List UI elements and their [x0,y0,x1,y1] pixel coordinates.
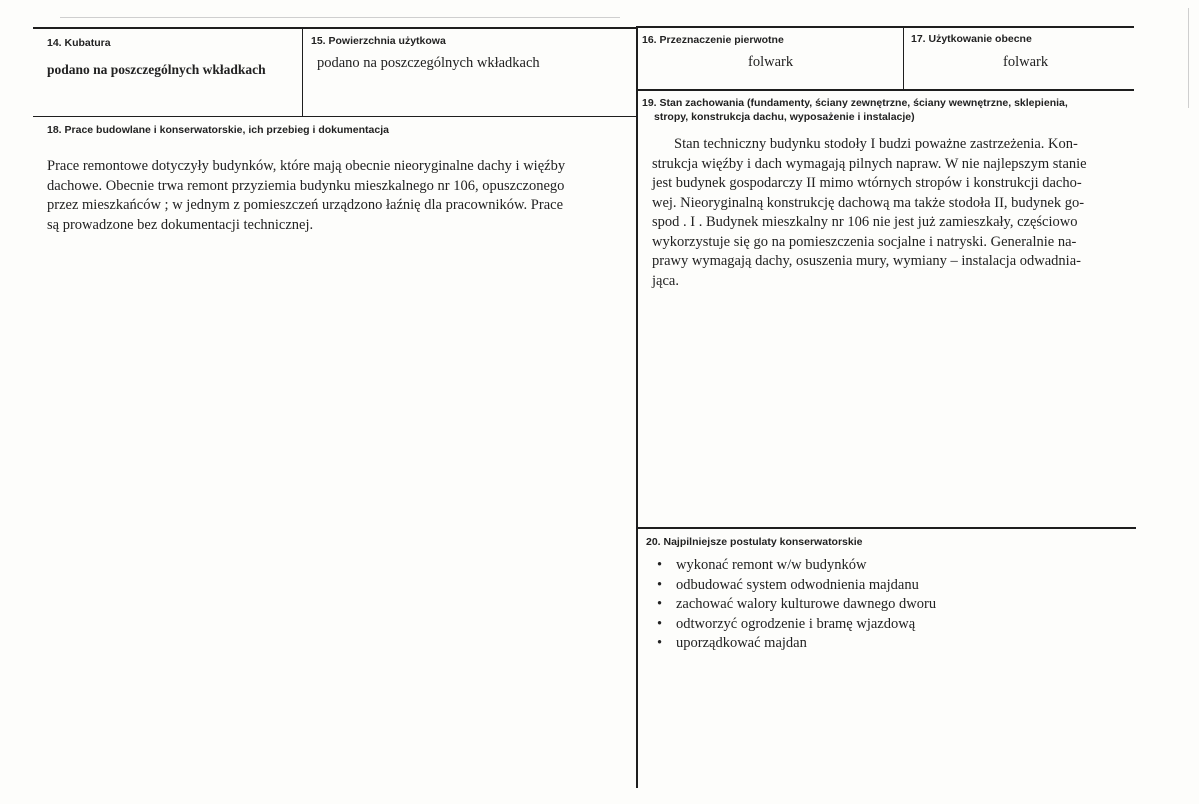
section-18-line: Prace remontowe dotyczyły budynków, które mają obecnie nieoryginalne dachy i więźby [47,158,566,174]
center-divider [636,26,638,788]
section-19-header-line: 19. Stan zachowania (fundamenty, ściany zewnętrzne, ściany wewnętrzne, sklepienia, [642,97,1068,109]
rule-above-18 [33,116,637,117]
top-rule-right [636,26,1134,28]
section-20-header: 20. Najpilniejsze postulaty konserwatorskie [646,536,863,548]
list-item-text: uporządkować majdan [676,635,807,651]
section-16-header: 16. Przeznaczenie pierwotne [642,34,784,46]
section-18-line: dachowe. Obecnie trwa remont przyziemia budynku mieszkalnego nr 106, opuszczonego [47,177,565,194]
list-item [653,634,1123,654]
section-19-line: jest budynek gospodarczy II mimo wtórnych stropów i konstrukcji dacho- [652,175,1082,191]
section-14-header: 14. Kubatura [47,37,111,49]
section-15-header: 15. Powierzchnia użytkowa [311,35,446,47]
section-19-line: Stan techniczny budynku stodoły I budzi poważne zastrzeżenia. Kon- [674,136,1078,152]
bullet-icon: • [657,596,663,612]
list-item [653,576,1123,596]
scan-artifact-edge [1188,8,1189,108]
section-19-line: jąca. [652,272,679,289]
bullet-icon: • [657,576,663,593]
list-item-text: wykonać remont w/w budynków [676,557,867,573]
divider-14-15 [302,27,303,116]
section-20-list [653,556,1123,654]
section-19-header-line: stropy, konstrukcja dachu, wyposażenie i instalacje) [654,111,915,123]
section-19-line: strukcja więźby i dach wymagają pilnych napraw. W nie najlepszym stanie [652,155,1087,172]
bullet-icon: • [657,557,663,573]
section-19-line: wykorzystuje się go na pomieszczenia socjalne i natryski. Generalnie na- [652,233,1077,250]
list-item [653,615,1123,635]
section-15-value: podano na poszczególnych wkładkach [317,55,540,71]
bullet-icon: • [657,615,663,632]
section-19-line: spod . I . Budynek mieszkalny nr 106 nie jest już zamieszkały, częściowo [652,214,1078,230]
section-16-value: folwark [748,54,794,70]
section-19-header [642,96,1068,124]
bullet-icon: • [657,635,663,651]
scan-artifact-top [60,17,620,18]
list-item-text: odbudować system odwodnienia majdanu [676,576,919,593]
section-19-body [652,135,1126,291]
section-19-line: wej. Nieoryginalną konstrukcję dachową ma także stodoła II, budynek go- [652,194,1085,211]
rule-above-20 [636,527,1136,529]
section-17-header: 17. Użytkowanie obecne [911,33,1032,45]
section-17-value: folwark [1003,54,1049,70]
section-18-header: 18. Prace budowlane i konserwatorskie, ich przebieg i dokumentacja [47,124,389,136]
section-14-value: podano na poszczególnych wkładkach [47,62,266,77]
list-item [653,556,1123,576]
section-18-line: są prowadzone bez dokumentacji technicznej. [47,216,314,233]
section-18-body [47,157,615,235]
rule-above-19 [636,89,1134,91]
list-item [653,595,1123,615]
section-18-line: przez mieszkańców ; w jednym z pomieszczeń urządzono łaźnię dla pracowników. Prace [47,197,564,213]
list-item-text: zachować walory kulturowe dawnego dworu [676,596,937,612]
list-item-text: odtworzyć ogrodzenie i bramę wjazdową [676,615,916,632]
section-19-line: prawy wymagają dachy, osuszenia mury, wymiany – instalacja odwadnia- [652,253,1081,269]
divider-16-17 [903,26,904,89]
top-rule-left [33,27,636,29]
